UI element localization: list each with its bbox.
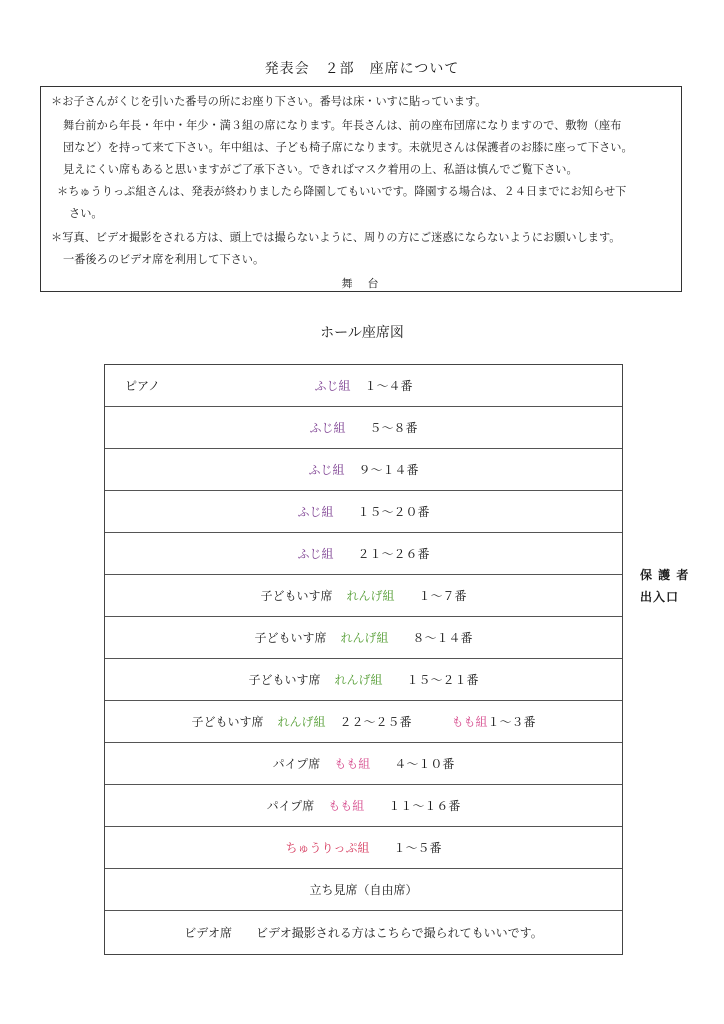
seat-row-8 xyxy=(105,659,622,701)
seat-numbers: ９～１４番 xyxy=(358,463,419,477)
piano-label: ピアノ xyxy=(125,379,161,393)
seat-numbers: １～３番 xyxy=(487,715,536,729)
seat-numbers: １～５番 xyxy=(393,841,442,855)
seat-row-12 xyxy=(105,827,622,869)
seat-type: パイプ席 xyxy=(266,799,315,813)
entrance-line-1: 保 護 者 xyxy=(640,568,690,582)
seat-row-10 xyxy=(105,743,622,785)
stage-label: 舞 台 xyxy=(341,277,381,290)
notice-line: 一番後ろのビデオ席を利用して下さい。 xyxy=(63,253,265,266)
group-label: れんげ組 xyxy=(334,673,383,687)
group-label: れんげ組 xyxy=(277,715,326,729)
group-label: もも組 xyxy=(328,799,365,813)
seat-row-13 xyxy=(105,869,622,911)
entrance-line-2: 出入口 xyxy=(640,590,680,604)
seat-numbers: １～７番 xyxy=(418,589,467,603)
seat-row-9 xyxy=(105,701,622,743)
group-label: ちゅうりっぷ組 xyxy=(285,841,370,855)
seat-type: パイプ席 xyxy=(272,757,321,771)
hall-map-title: ホール座席図 xyxy=(320,325,404,341)
group-label: もも組 xyxy=(334,757,371,771)
seat-row-5 xyxy=(105,533,622,575)
guardian-entrance-label xyxy=(640,564,689,608)
seat-row-6 xyxy=(105,575,622,617)
video-note: ビデオ撮影される方はこちらで撮られてもいいです。 xyxy=(256,926,543,940)
seat-row-7 xyxy=(105,617,622,659)
seat-numbers: １１～１６番 xyxy=(388,799,461,813)
seat-type: 子どもいす席 xyxy=(254,631,327,645)
notice-line: さい。 xyxy=(69,207,103,220)
seat-numbers: ４～１０番 xyxy=(394,757,455,771)
notice-line: 団など）を持って来て下さい。年中組は、子ども椅子席になります。未就児さんは保護者のお膝に座って下さい。 xyxy=(63,141,633,154)
group-label: れんげ組 xyxy=(340,631,389,645)
notice-line: ＊写真、ビデオ撮影をされる方は、頭上では撮らないように、周りの方にご迷惑にならないようにお願いします。 xyxy=(51,231,621,244)
notice-line: ＊ちゅうりっぷ組さんは、発表が終わりましたら降園してもいいです。降園する場合は、２４日までにお知らせ下 xyxy=(57,185,627,198)
seat-row-14 xyxy=(105,911,622,954)
seat-type: 子どもいす席 xyxy=(191,715,264,729)
seat-row-2 xyxy=(105,407,622,449)
seat-map xyxy=(104,364,623,955)
group-label: ふじ組 xyxy=(309,421,346,435)
group-label: れんげ組 xyxy=(346,589,395,603)
seat-numbers: １～４番 xyxy=(364,379,413,393)
seat-numbers: ２１～２６番 xyxy=(357,547,430,561)
seat-row-4 xyxy=(105,491,622,533)
seat-type: 子どもいす席 xyxy=(248,673,321,687)
group-label: ふじ組 xyxy=(297,505,334,519)
group-label: ふじ組 xyxy=(297,547,334,561)
seat-type: 立ち見席（自由席） xyxy=(309,883,418,897)
notice-line: 見えにくい席もあると思いますがご了承下さい。できればマスク着用の上、私語は慎んでご覧下さい。 xyxy=(63,163,578,176)
seat-type: 子どもいす席 xyxy=(260,589,333,603)
seat-numbers: ２２～２５番 xyxy=(339,715,412,729)
seat-row-11 xyxy=(105,785,622,827)
group-label: ふじ組 xyxy=(314,379,351,393)
seat-numbers: ５～８番 xyxy=(369,421,418,435)
seat-type: ビデオ席 xyxy=(184,926,233,940)
seat-row-1 xyxy=(105,365,622,407)
notice-box xyxy=(40,86,682,292)
notice-line: ＊お子さんがくじを引いた番号の所にお座り下さい。番号は床・いすに貼っています。 xyxy=(51,95,487,108)
seat-row-3 xyxy=(105,449,622,491)
notice-line: 舞台前から年長・年中・年少・満３組の席になります。年長さんは、前の座布団席になりますので、敷物（座布 xyxy=(63,119,622,132)
group-label: もも組 xyxy=(451,715,488,729)
seat-numbers: １５～２０番 xyxy=(357,505,430,519)
group-label: ふじ組 xyxy=(308,463,345,477)
seat-numbers: ８～１４番 xyxy=(412,631,473,645)
seat-numbers: １５～２１番 xyxy=(406,673,479,687)
page-title: 発表会 ２部 座席について xyxy=(264,61,460,77)
